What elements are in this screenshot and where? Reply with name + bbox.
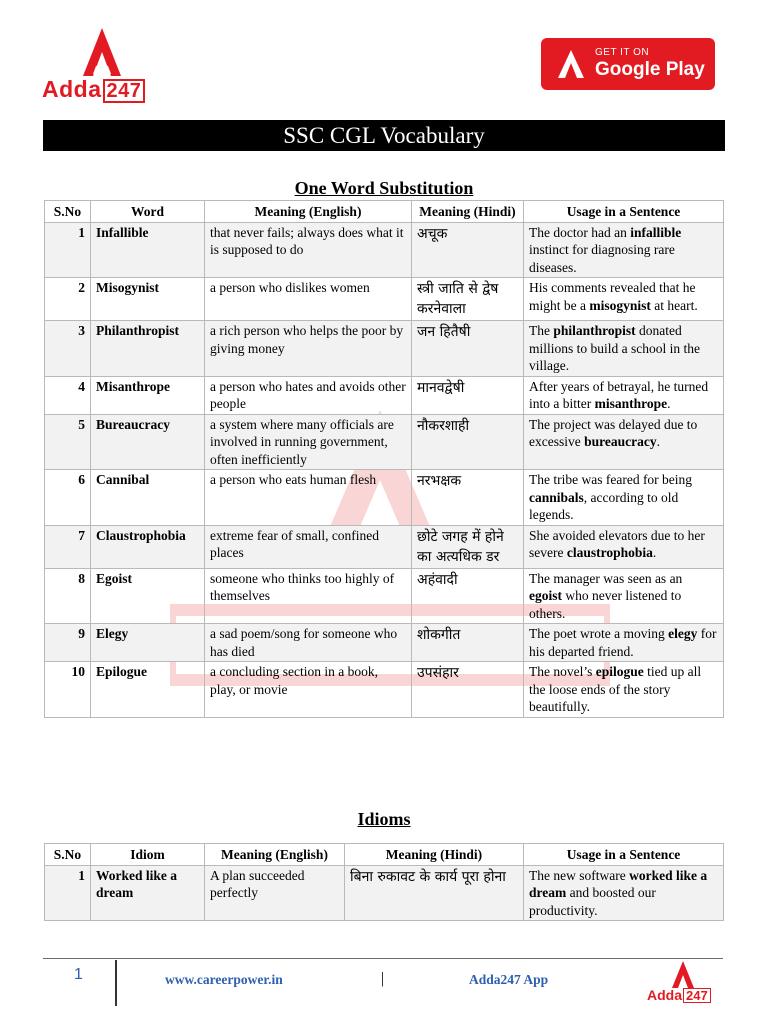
- usage-highlight: egoist: [529, 588, 562, 603]
- cell-word: Epilogue: [91, 662, 205, 718]
- cell-sno: 4: [45, 376, 91, 414]
- col-sno: S.No: [45, 201, 91, 223]
- col-idiom: Idiom: [91, 844, 205, 866]
- cell-meaning-english: someone who thinks too highly of themselves: [205, 568, 412, 624]
- cell-sno: 6: [45, 470, 91, 526]
- adda-a-icon: [555, 48, 587, 80]
- cell-word: Infallible: [91, 222, 205, 278]
- usage-highlight: infallible: [630, 224, 682, 240]
- cell-meaning-hindi: स्त्री जाति से द्वेष करनेवाला: [412, 278, 524, 321]
- table-row: [45, 414, 724, 470]
- cell-sno: 8: [45, 568, 91, 624]
- footer-vertical-divider: [115, 960, 117, 1006]
- cell-usage: [524, 222, 724, 278]
- idioms-heading: Idioms: [357, 809, 411, 829]
- cell-idiom: Worked like a dream: [91, 865, 205, 921]
- table-row: [45, 321, 724, 377]
- cell-word: Misogynist: [91, 278, 205, 321]
- cell-sno: 9: [45, 624, 91, 662]
- usage-highlight: bureaucracy: [584, 434, 657, 449]
- badge-small-text: GET IT ON: [595, 47, 650, 58]
- col-meaning-english: Meaning (English): [205, 201, 412, 223]
- usage-highlight: worked like a dream: [529, 867, 708, 900]
- usage-text: The: [529, 323, 554, 338]
- usage-text: .: [667, 396, 671, 411]
- cell-meaning-english: a concluding section in a book, play, or movie: [205, 662, 412, 718]
- cell-meaning-english: that never fails; always does what it is supposed to do: [205, 222, 412, 278]
- usage-text: .: [656, 434, 660, 449]
- usage-text: She avoided elevators due to her severe: [529, 527, 705, 560]
- cell-sno: 1: [45, 222, 91, 278]
- website-link[interactable]: www.careerpower.in: [165, 972, 283, 987]
- table-row: [45, 624, 724, 662]
- cell-meaning-english: a sad poem/song for someone who has died: [205, 624, 412, 662]
- cell-meaning-hindi: नरभक्षक: [412, 470, 524, 526]
- usage-text: His comments revealed that he might be a: [529, 280, 696, 313]
- cell-sno: 1: [45, 865, 91, 921]
- cell-usage: [524, 278, 724, 321]
- table-header-row: [45, 201, 724, 223]
- col-word: Word: [91, 201, 205, 223]
- table-row: [45, 662, 724, 718]
- table-row: [45, 222, 724, 278]
- badge-big-text: Google Play: [595, 59, 705, 80]
- cell-meaning-hindi: बिना रुकावट के कार्य पूरा होना: [345, 865, 524, 921]
- cell-word: Egoist: [91, 568, 205, 624]
- cell-meaning-hindi: छोटे जगह में होने का अत्यधिक डर: [412, 525, 524, 568]
- usage-highlight: elegy: [668, 626, 698, 641]
- cell-meaning-english: a person who dislikes women: [205, 278, 412, 321]
- table-row: [45, 865, 724, 921]
- app-link[interactable]: Adda247 App: [469, 972, 549, 987]
- cell-meaning-hindi: नौकरशाही: [412, 414, 524, 470]
- usage-highlight: epilogue: [595, 664, 644, 679]
- cell-word: Cannibal: [91, 470, 205, 526]
- cell-word: Philanthropist: [91, 321, 205, 377]
- cell-meaning-hindi: जन हितैषी: [412, 321, 524, 377]
- cell-usage: [524, 414, 724, 470]
- cell-meaning-hindi: अचूक: [412, 222, 524, 278]
- usage-text: The poet wrote a moving: [529, 626, 669, 641]
- cell-meaning-english: a person who eats human flesh: [205, 470, 412, 526]
- usage-text: The manager was seen as an: [529, 570, 683, 586]
- usage-text: The new software: [529, 867, 630, 883]
- cell-meaning-english: a person who hates and avoids other people: [205, 376, 412, 414]
- usage-text: donated millions to build a school in the village.: [529, 323, 700, 373]
- one-word-table: [44, 200, 724, 718]
- cell-sno: 7: [45, 525, 91, 568]
- table-row: [45, 470, 724, 526]
- col-usage: Usage in a Sentence: [524, 844, 724, 866]
- adda-a-icon: [42, 26, 162, 76]
- col-meaning-english: Meaning (English): [205, 844, 345, 866]
- usage-text: .: [652, 545, 657, 560]
- table-row: [45, 376, 724, 414]
- cell-usage: [524, 321, 724, 377]
- cell-word: Elegy: [91, 624, 205, 662]
- usage-highlight: misanthrope: [594, 396, 668, 411]
- usage-text: The tribe was feared for being: [529, 472, 693, 487]
- adda-a-icon: [648, 960, 718, 990]
- col-usage: Usage in a Sentence: [524, 201, 724, 223]
- cell-word: Claustrophobia: [91, 525, 205, 568]
- table-row: [45, 525, 724, 568]
- idioms-table: [44, 843, 724, 921]
- cell-usage: [524, 662, 724, 718]
- cell-meaning-english: a system where many officials are involved in running government, often inefficiently: [205, 414, 412, 470]
- cell-meaning-hindi: शोकगीत: [412, 624, 524, 662]
- usage-text: for his departed friend.: [529, 626, 717, 659]
- google-play-badge[interactable]: [541, 38, 715, 90]
- brand-wordmark: Adda 247: [42, 76, 145, 103]
- col-sno: S.No: [45, 844, 91, 866]
- usage-highlight: misogynist: [589, 297, 651, 313]
- table-row: [45, 568, 724, 624]
- cell-sno: 2: [45, 278, 91, 321]
- cell-sno: 5: [45, 414, 91, 470]
- footer-separator: |: [381, 970, 385, 987]
- usage-text: After years of betrayal, he turned into a bitter: [529, 378, 709, 411]
- col-meaning-hindi: Meaning (Hindi): [412, 201, 524, 223]
- usage-text: instinct for diagnosing rare diseases.: [529, 242, 675, 275]
- cell-meaning-english: A plan succeeded perfectly: [205, 865, 345, 921]
- cell-sno: 3: [45, 321, 91, 377]
- cell-usage: [524, 568, 724, 624]
- cell-word: Misanthrope: [91, 376, 205, 414]
- usage-text: who never listened to others.: [529, 588, 682, 621]
- table-header-row: [45, 844, 724, 866]
- usage-text: tied up all the loose ends of the story beautifully.: [529, 664, 702, 714]
- usage-text: and boosted our productivity.: [529, 885, 656, 918]
- cell-usage: [524, 376, 724, 414]
- cell-usage: [524, 470, 724, 526]
- cell-meaning-hindi: मानवद्वेषी: [412, 376, 524, 414]
- page-number: 1: [74, 966, 83, 983]
- usage-text: The novel’s: [529, 664, 596, 679]
- table-row: [45, 278, 724, 321]
- page-title: SSC CGL Vocabulary: [43, 120, 725, 151]
- usage-text: The project was delayed due to excessive: [529, 416, 698, 449]
- usage-text: , according to old legends.: [529, 489, 679, 522]
- cell-usage: [524, 525, 724, 568]
- cell-meaning-hindi: अहंवादी: [412, 568, 524, 624]
- footer-divider: [43, 958, 723, 959]
- cell-usage: [524, 624, 724, 662]
- usage-highlight: claustrophobia: [566, 545, 653, 560]
- footer-brand-wordmark: Adda 247: [647, 987, 711, 1003]
- col-meaning-hindi: Meaning (Hindi): [345, 844, 524, 866]
- one-word-heading: One Word Substitution: [294, 178, 474, 198]
- usage-highlight: philanthropist: [553, 323, 636, 338]
- cell-meaning-english: extreme fear of small, confined places: [205, 525, 412, 568]
- usage-text: at heart.: [650, 297, 698, 313]
- cell-sno: 10: [45, 662, 91, 718]
- usage-highlight: cannibals: [529, 489, 584, 505]
- cell-word: Bureaucracy: [91, 414, 205, 470]
- cell-meaning-hindi: उपसंहार: [412, 662, 524, 718]
- usage-text: The doctor had an: [529, 224, 631, 240]
- cell-meaning-english: a rich person who helps the poor by giving money: [205, 321, 412, 377]
- cell-usage: [524, 865, 724, 921]
